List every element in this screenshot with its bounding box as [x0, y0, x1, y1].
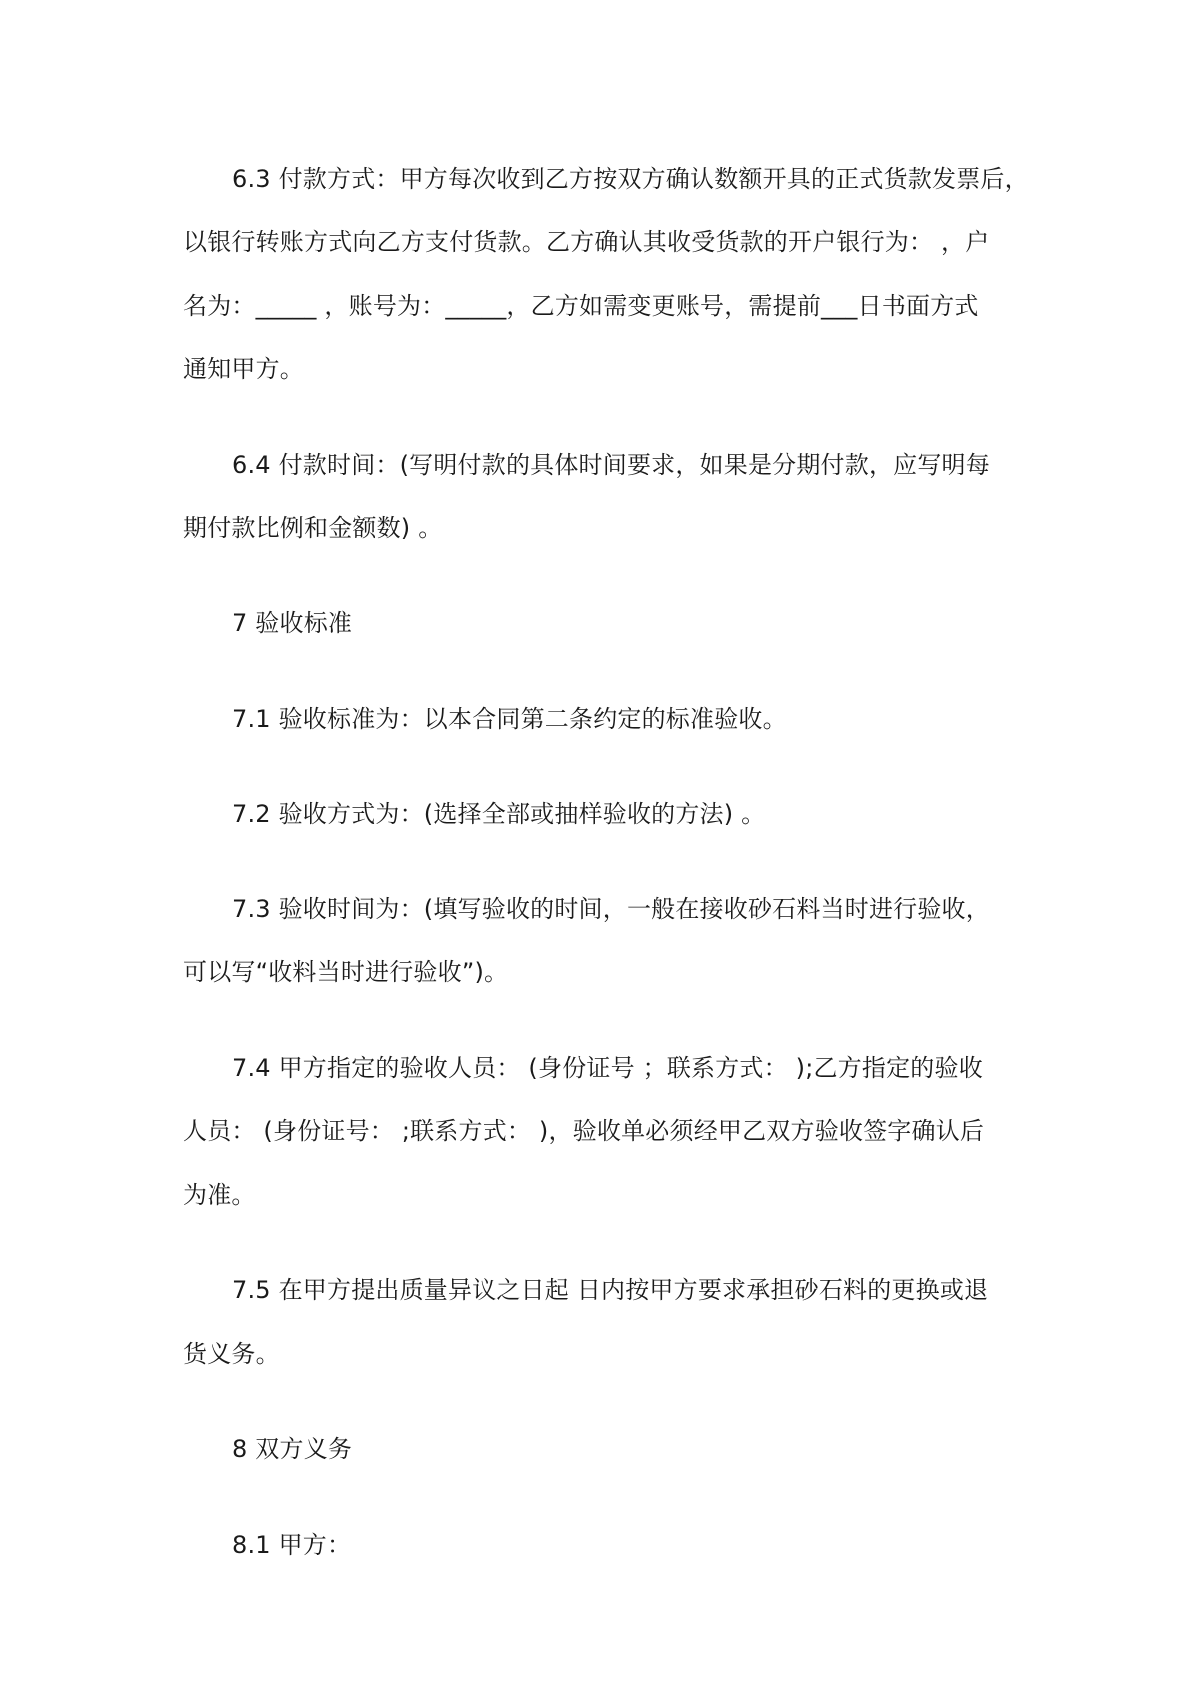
section-8-heading: 8 双方义务 — [232, 1435, 353, 1463]
section-7-heading: 7 验收标准 — [232, 609, 353, 637]
clause-7-3-line-1: 7.3 验收时间为：(填写验收的时间，一般在接收砂石料当时进行验收， — [232, 895, 990, 923]
clause-8-1: 8.1 甲方： — [232, 1531, 352, 1559]
clause-7-2: 7.2 验收方式为：(选择全部或抽样验收的方法) 。 — [232, 800, 766, 828]
clause-7-4-line-2: 人员： (身份证号： ;联系方式： )，验收单必须经甲乙双方验收签字确认后 — [183, 1117, 985, 1145]
clause-6-3-line-1: 6.3 付款方式：甲方每次收到乙方按双方确认数额开具的正式货款发票后， — [232, 165, 1029, 193]
clause-7-1: 7.1 验收标准为：以本合同第二条约定的标准验收。 — [232, 705, 787, 733]
clause-7-4-line-1: 7.4 甲方指定的验收人员： (身份证号 ；联系方式： );乙方指定的验收 — [232, 1054, 983, 1082]
clause-6-4-line-2: 期付款比例和金额数) 。 — [183, 514, 443, 542]
clause-7-5-line-2: 货义务。 — [183, 1340, 280, 1368]
clause-7-4-line-3: 为准。 — [183, 1181, 256, 1209]
clause-7-3-line-2: 可以写“收料当时进行验收”)。 — [183, 958, 509, 986]
clause-6-3-line-4: 通知甲方。 — [183, 355, 304, 383]
clause-6-3-line-2: 以银行转账方式向乙方支付货款。乙方确认其收受货款的开户银行为： ，户 — [183, 228, 990, 256]
clause-7-5-line-1: 7.5 在甲方提出质量异议之日起 日内按甲方要求承担砂石料的更换或退 — [232, 1276, 989, 1304]
clause-6-3-line-3: 名为：_____ ，账号为：_____，乙方如需变更账号，需提前___日书面方式 — [183, 292, 979, 320]
clause-6-4-line-1: 6.4 付款时间：(写明付款的具体时间要求，如果是分期付款，应写明每 — [232, 451, 990, 479]
